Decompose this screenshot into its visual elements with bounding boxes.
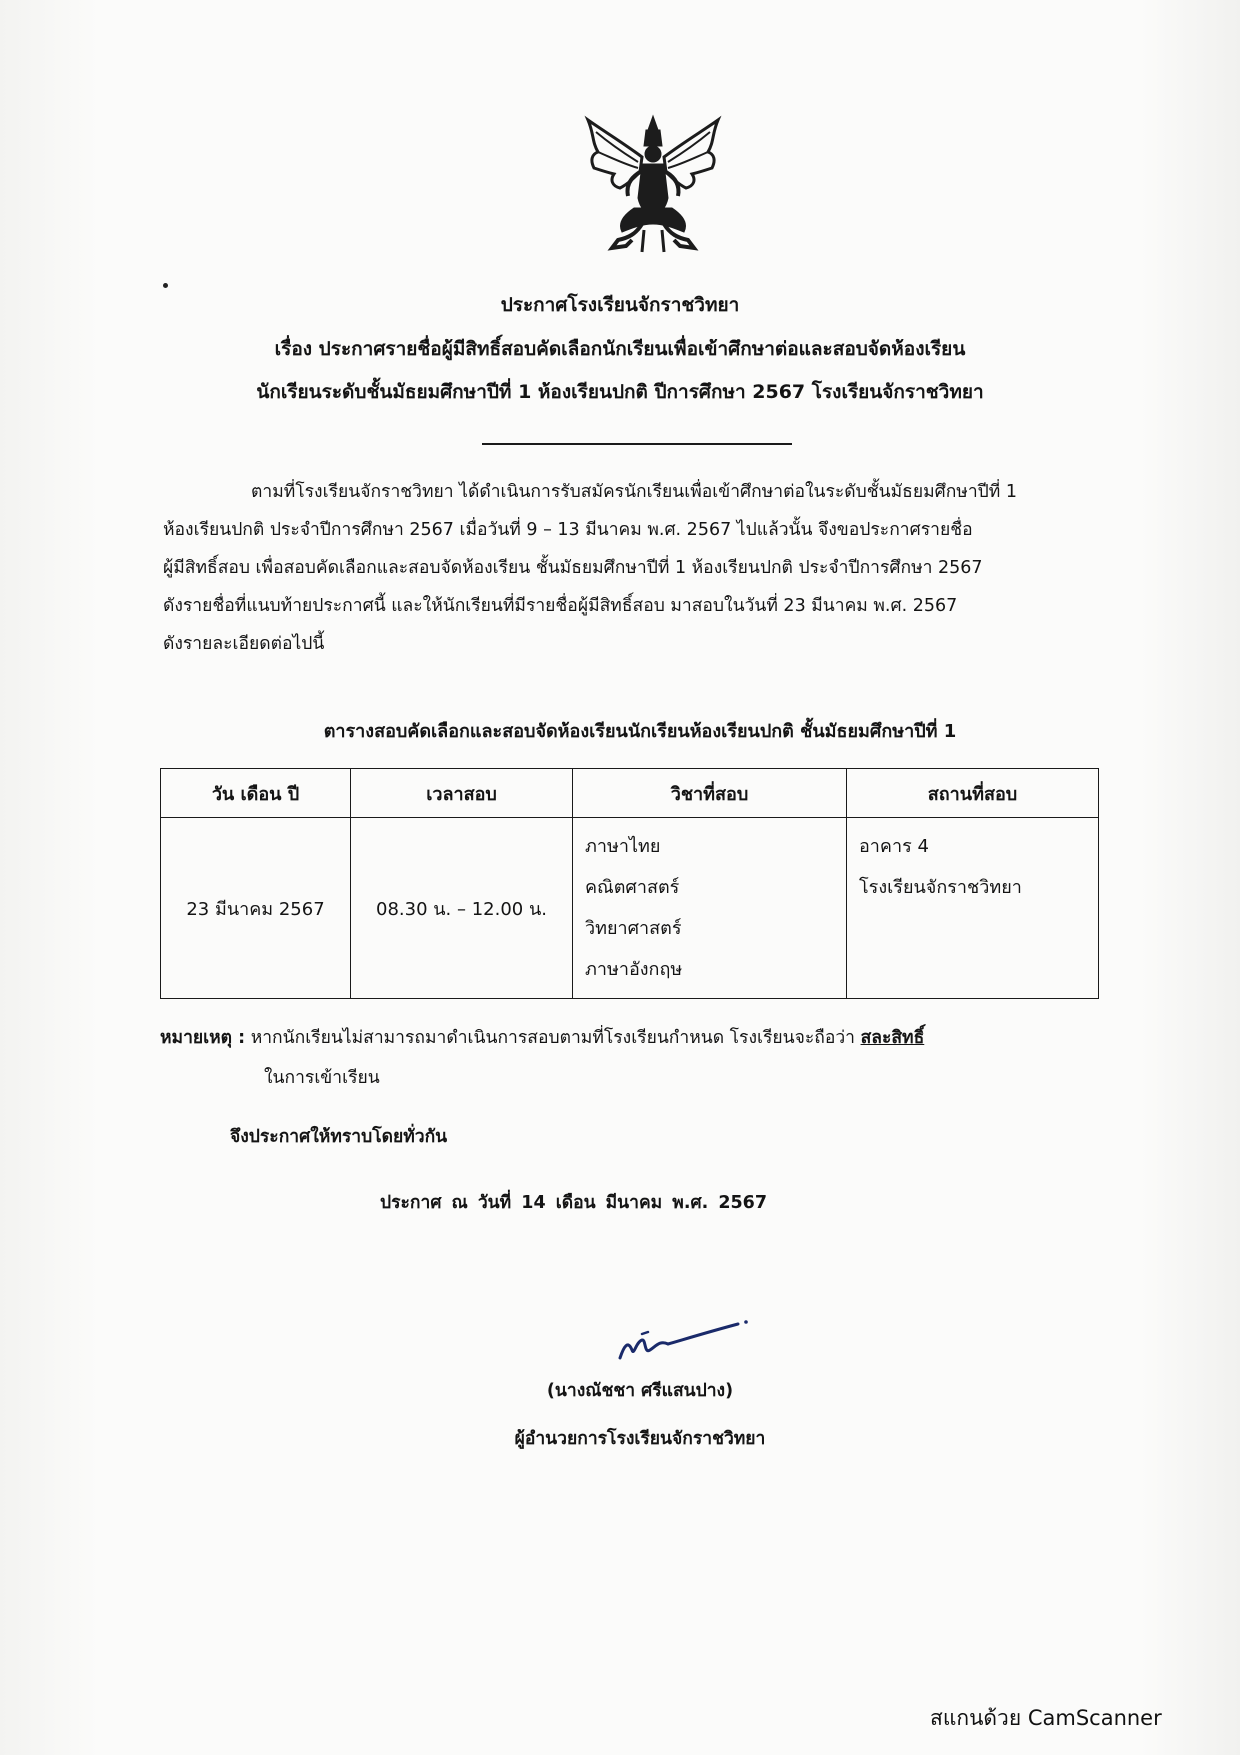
subject-item: ภาษาอังกฤษ [585, 959, 683, 980]
camscanner-watermark: สแกนด้วย CamScanner [930, 1706, 1162, 1730]
schedule-table-title: ตารางสอบคัดเลือกและสอบจัดห้องเรียนนักเรียนห้องเรียนปกติ ชั้นมัธยมศึกษาปีที่ 1 [323, 721, 957, 742]
body-line: ดังรายละเอียดต่อไปนี้ [163, 634, 325, 654]
announcement-title: ประกาศโรงเรียนจักราชวิทยา [500, 294, 740, 316]
subject-item: ภาษาไทย [585, 836, 661, 857]
closing-announcement: จึงประกาศให้ทราบโดยทั่วกัน [230, 1127, 448, 1147]
body-line: ผู้มีสิทธิ์สอบ เพื่อสอบคัดเลือกและสอบจัดห้องเรียน ชั้นมัธยมศึกษาปีที่ 1 ห้องเรียนปกติ ประจำปีการศึกษา 2567 [163, 558, 983, 578]
exam-date-cell: 23 มีนาคม 2567 [161, 818, 351, 999]
column-header-subjects: วิชาที่สอบ [573, 769, 847, 818]
remark-continuation: ในการเข้าเรียน [264, 1068, 380, 1088]
announcement-body [163, 473, 1113, 663]
exam-location-cell [847, 818, 1099, 999]
remark-label: หมายเหตุ : [160, 1028, 246, 1048]
scan-speck [163, 283, 168, 288]
column-header-date: วัน เดือน ปี [161, 769, 351, 818]
table-header-row [161, 769, 1099, 818]
remark [160, 1018, 1120, 1098]
body-line: ตามที่โรงเรียนจักราชวิทยา ได้ดำเนินการรับสมัครนักเรียนเพื่อเข้าศึกษาต่อในระดับชั้นมัธยมศึกษาปีที่ 1 [251, 482, 1018, 502]
column-header-time: เวลาสอบ [351, 769, 573, 818]
subject-item: คณิตศาสตร์ [585, 877, 680, 898]
remark-text: หากนักเรียนไม่สามารถมาดำเนินการสอบตามที่โรงเรียนกำหนด โรงเรียนจะถือว่า [245, 1028, 861, 1048]
exam-time-cell: 08.30 น. – 12.00 น. [351, 818, 573, 999]
announcement-subject-line-1: เรื่อง ประกาศรายชื่อผู้มีสิทธิ์สอบคัดเลือกนักเรียนเพื่อเข้าศึกษาต่อและสอบจัดห้องเรียน [274, 338, 966, 360]
body-line: ห้องเรียนปกติ ประจำปีการศึกษา 2567 เมื่อวันที่ 9 – 13 มีนาคม พ.ศ. 2567 ไปแล้วนั้น จึงขอประกาศรายชื่อ [163, 520, 973, 540]
body-line: ดังรายชื่อที่แนบท้ายประกาศนี้ และให้นักเรียนที่มีรายชื่อผู้มีสิทธิ์สอบ มาสอบในวันที่ 23 มีนาคม พ.ศ. 2567 [163, 596, 958, 616]
remark-line [160, 1018, 1120, 1058]
announcement-date: ประกาศ ณ วันที่ 14 เดือน มีนาคม พ.ศ. 2567 [380, 1193, 768, 1213]
announcement-subject-line-2: นักเรียนระดับชั้นมัธยมศึกษาปีที่ 1 ห้องเรียนปกติ ปีการศึกษา 2567 โรงเรียนจักราชวิทยา [256, 381, 984, 403]
signatory-position: ผู้อำนวยการโรงเรียนจักราชวิทยา [514, 1429, 766, 1449]
exam-schedule-table [160, 768, 1099, 999]
signature-image [612, 1310, 752, 1370]
column-header-location: สถานที่สอบ [847, 769, 1099, 818]
exam-subjects-cell [573, 818, 847, 999]
title-divider [482, 443, 792, 445]
signatory-name: (นางณัชชา ศรีแสนปาง) [546, 1381, 734, 1401]
location-line: อาคาร 4 [859, 836, 929, 857]
garuda-emblem-icon [582, 112, 724, 257]
remark-emphasis: สละสิทธิ์ [860, 1028, 925, 1048]
table-row [161, 818, 1099, 999]
location-line: โรงเรียนจักราชวิทยา [859, 877, 1022, 898]
subject-item: วิทยาศาสตร์ [585, 918, 682, 939]
